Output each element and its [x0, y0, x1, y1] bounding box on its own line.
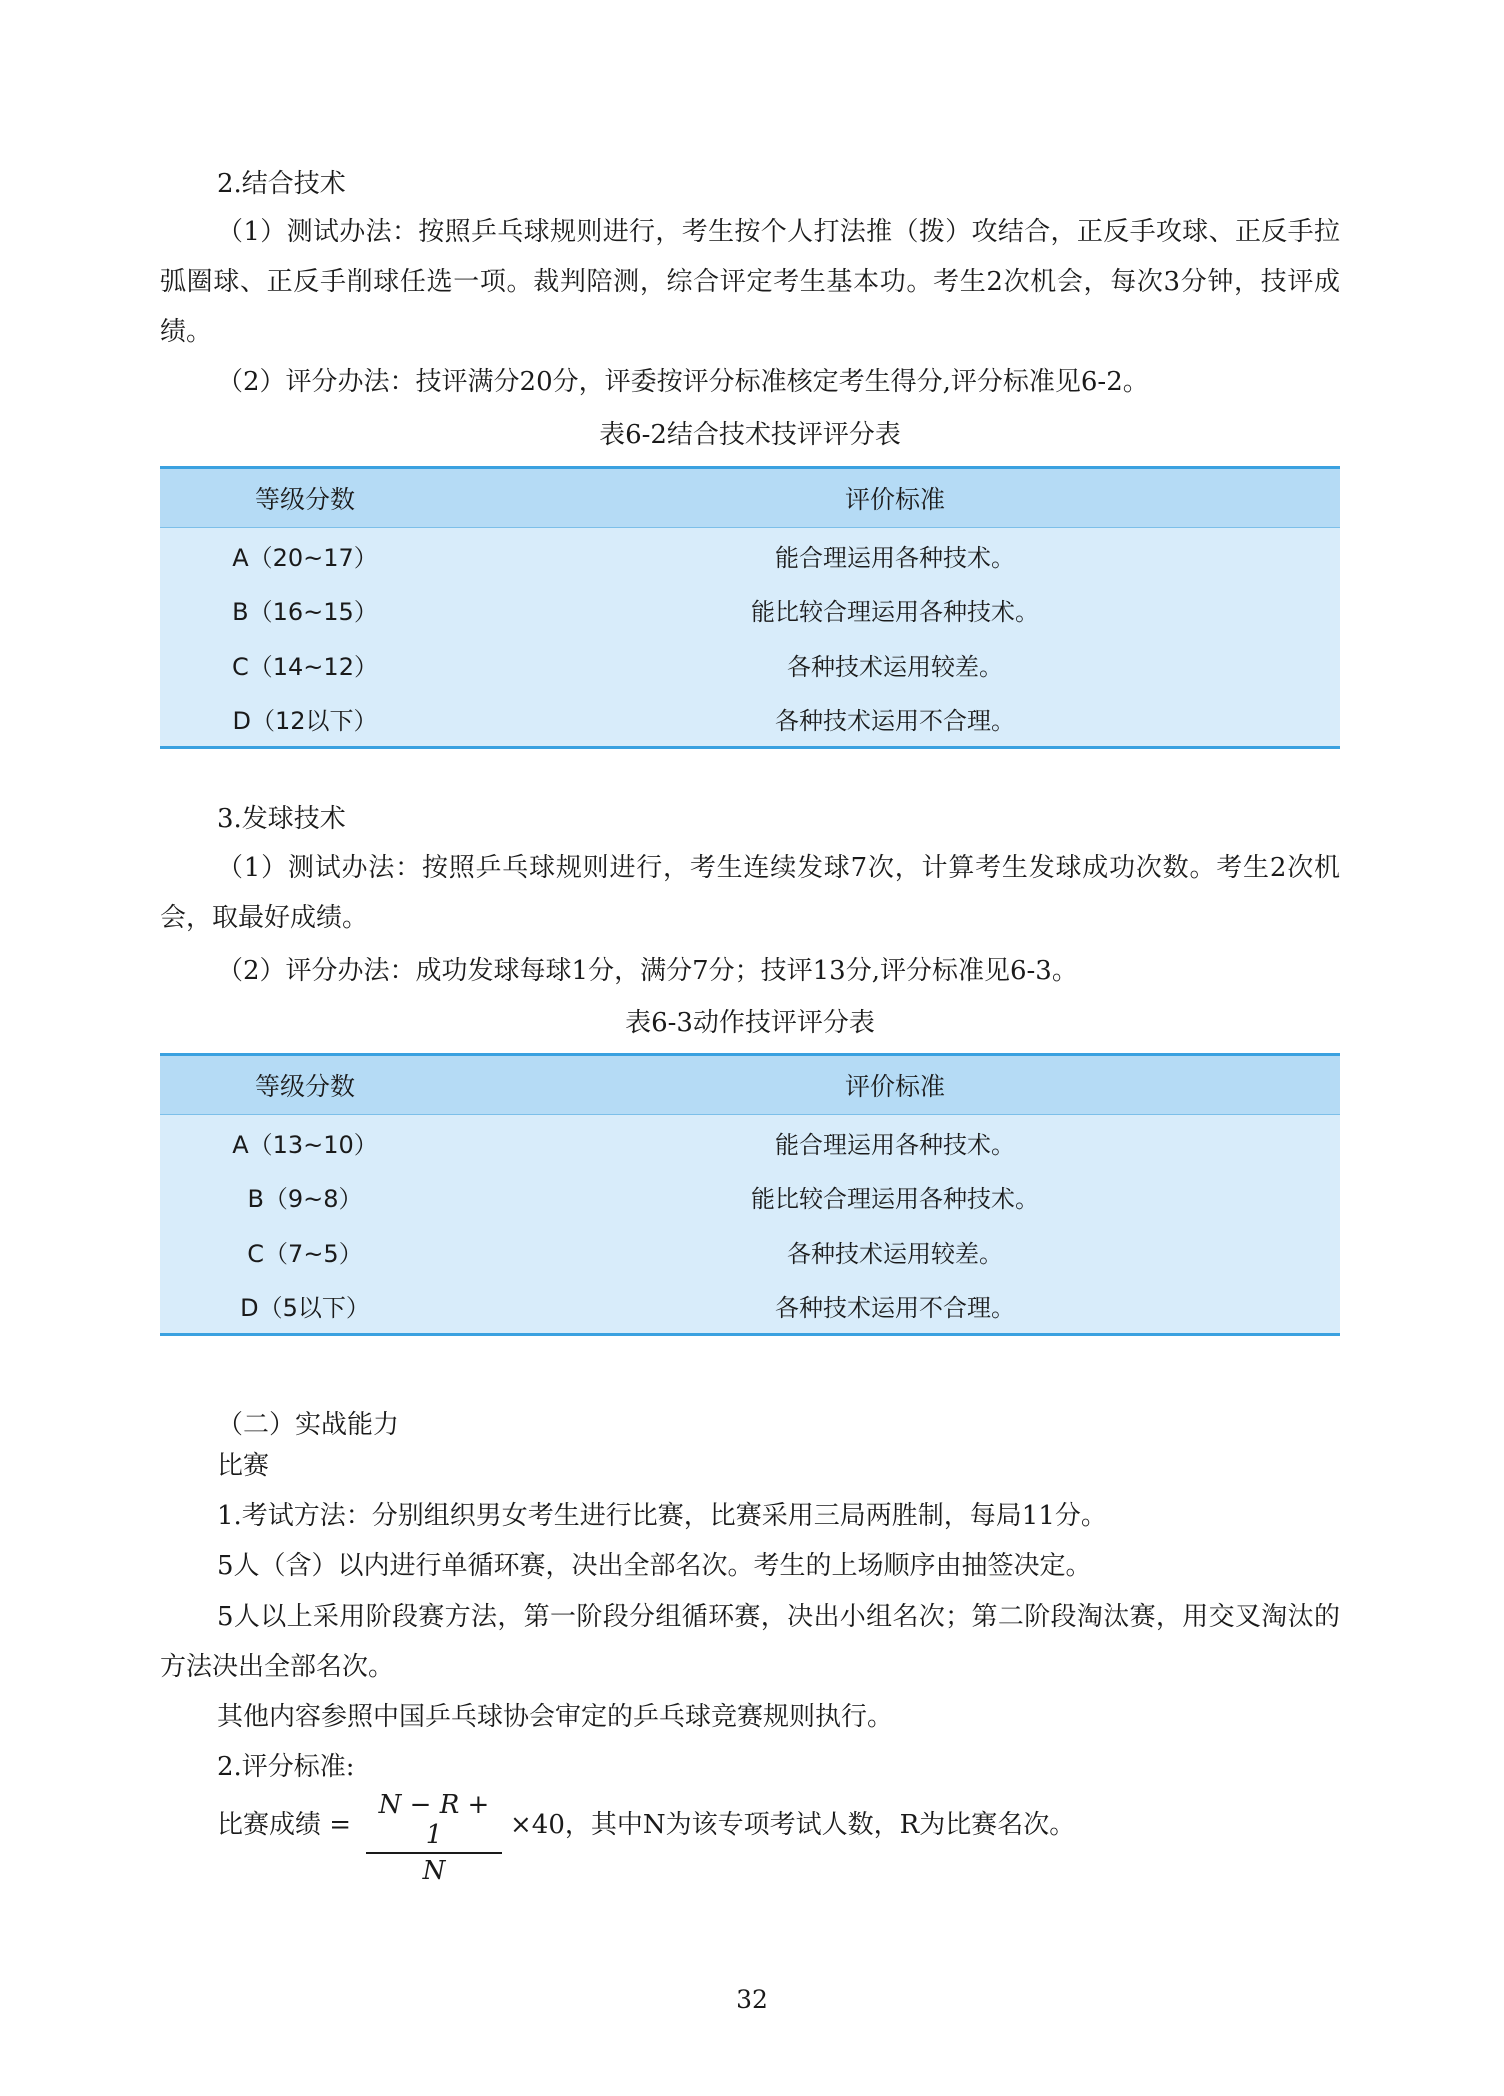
criterion-cell: 能合理运用各种技术。	[775, 1130, 1015, 1159]
formula-numerator: N − R + 1	[366, 1790, 502, 1854]
table-row	[160, 1279, 1340, 1334]
criterion-cell: 能比较合理运用各种技术。	[751, 1185, 1039, 1214]
table-row	[160, 583, 1340, 638]
paragraph-other-rules: 其他内容参照中国乒乓球协会审定的乒乓球竞赛规则执行。	[217, 1702, 894, 1732]
grade-cell: C（7~5）	[247, 1239, 363, 1268]
table-caption-6-3: 表6-3动作技评评分表	[625, 1008, 875, 1038]
table-row	[160, 1224, 1340, 1279]
subheading-match: 比赛	[217, 1451, 270, 1481]
table-row	[160, 692, 1340, 747]
table-row	[160, 1115, 1340, 1170]
paragraph-test-method-2: （1）测试办法：按照乒乓球规则进行，考生连续发球7次，计算考生发球成功次数。考生2次机会，取最好成绩。	[160, 853, 1340, 933]
paragraph-scoring-method-1: （2）评分办法：技评满分20分，评委按评分标准核定考生得分,评分标准见6-2。	[217, 367, 1149, 397]
formula-fraction	[366, 1790, 502, 1888]
header-grade: 等级分数	[254, 485, 355, 514]
grade-cell: D（12以下）	[232, 707, 378, 736]
table-header	[160, 1056, 1340, 1115]
formula-explanation: ×40，其中N为该专项考试人数，R为比赛名次。	[510, 1810, 1076, 1840]
grade-cell: C（14~12）	[232, 652, 378, 681]
paragraph-round-robin: 5人（含）以内进行单循环赛，决出全部名次。考生的上场顺序由抽签决定。	[217, 1551, 1092, 1581]
paragraph-exam-method: 1.考试方法：分别组织男女考生进行比赛，比赛采用三局两胜制，每局11分。	[217, 1501, 1107, 1531]
header-criterion: 评价标准	[844, 1072, 945, 1101]
table-row	[160, 1170, 1340, 1225]
table-header	[160, 469, 1340, 528]
table-6-2	[160, 466, 1340, 749]
criterion-cell: 各种技术运用不合理。	[775, 707, 1015, 736]
table-row	[160, 528, 1340, 583]
criterion-cell: 各种技术运用不合理。	[775, 1294, 1015, 1323]
criterion-cell: 各种技术运用较差。	[787, 1239, 1003, 1268]
header-criterion: 评价标准	[844, 485, 945, 514]
table-caption-6-2: 表6-2结合技术技评评分表	[599, 420, 901, 450]
criterion-cell: 能比较合理运用各种技术。	[751, 598, 1039, 627]
page-number: 32	[736, 1985, 768, 2014]
grade-cell: B（16~15）	[232, 598, 378, 627]
grade-cell: D（5以下）	[240, 1294, 370, 1323]
grade-cell: B（9~8）	[247, 1185, 363, 1214]
section-heading-serve-technique: 3.发球技术	[217, 804, 346, 834]
table-row	[160, 637, 1340, 692]
paragraph-scoring-method-2: （2）评分办法：成功发球每球1分，满分7分；技评13分,评分标准见6-3。	[217, 956, 1078, 986]
grade-cell: A（20~17）	[232, 543, 378, 572]
formula-label: 比赛成绩 =	[217, 1810, 352, 1840]
header-grade: 等级分数	[254, 1072, 355, 1101]
paragraph-test-method-1: （1）测试办法：按照乒乓球规则进行，考生按个人打法推（拨）攻结合，正反手攻球、正反手拉弧圈球、正反手削球任选一项。裁判陪测，综合评定考生基本功。考生2次机会，每次3分钟，技评成绩。	[160, 217, 1340, 347]
paragraph-scoring-standard: 2.评分标准:	[217, 1752, 355, 1782]
criterion-cell: 各种技术运用较差。	[787, 652, 1003, 681]
section-heading-combined-technique: 2.结合技术	[217, 169, 346, 199]
formula-denominator: N	[422, 1856, 446, 1886]
table-6-3	[160, 1053, 1340, 1336]
grade-cell: A（13~10）	[232, 1130, 378, 1159]
criterion-cell: 能合理运用各种技术。	[775, 543, 1015, 572]
section-heading-combat-ability: （二）实战能力	[217, 1410, 400, 1440]
paragraph-stage-format: 5人以上采用阶段赛方法，第一阶段分组循环赛，决出小组名次；第二阶段淘汰赛，用交叉淘汰的方法决出全部名次。	[160, 1602, 1340, 1682]
